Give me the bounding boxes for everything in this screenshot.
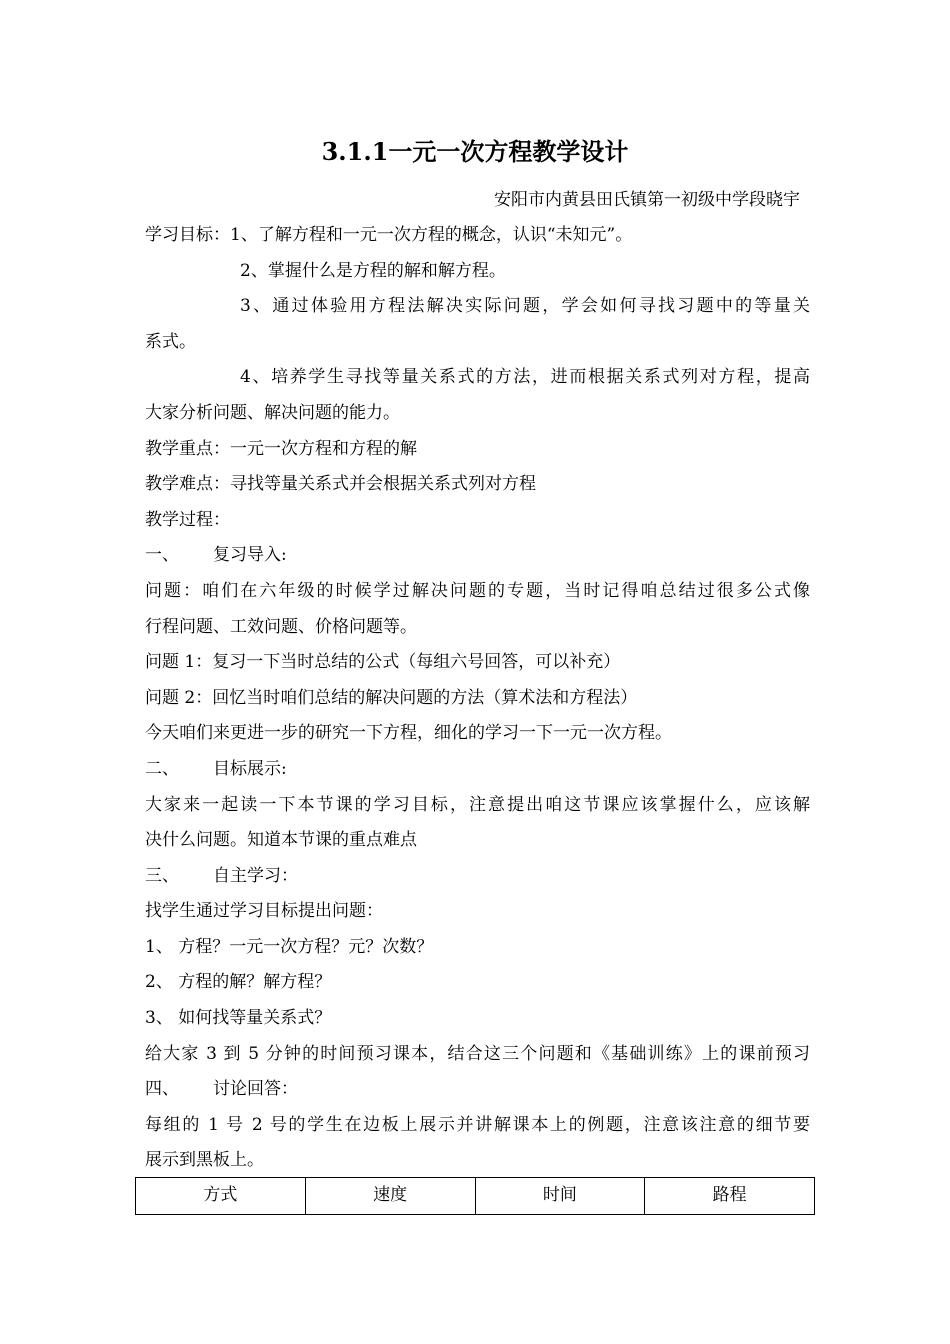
section-3-question-3: 3、 如何找等量关系式？ xyxy=(145,1008,332,1029)
goals-label: 学习目标： xyxy=(145,225,230,245)
section-2-paragraph-line-1: 大家来一起读一下本节课的学习目标，注意提出咱这节课应该掌握什么，应该解 xyxy=(145,794,810,815)
goal-item-2: 2、掌握什么是方程的解和解方程。 xyxy=(240,260,506,281)
section-1-number: 一、 xyxy=(145,545,179,566)
section-4-title: 讨论回答： xyxy=(213,1079,298,1100)
section-1-heading xyxy=(145,538,810,574)
goal-item-4-line-1: 4、培养学生寻找等量关系式的方法，进而根据关系式列对方程，提高 xyxy=(240,367,810,388)
table-header-cell: 时间 xyxy=(475,1178,645,1215)
document-title: 3.1.1一元一次方程教学设计 xyxy=(321,137,629,166)
author-line: 安阳市内黄县田氏镇第一初级中学段晓宇 xyxy=(494,190,800,210)
difficulty: 教学难点：寻找等量关系式并会根据关系式列对方程 xyxy=(145,474,536,495)
process-label: 教学过程： xyxy=(145,509,230,530)
key-point: 教学重点：一元一次方程和方程的解 xyxy=(145,438,417,459)
goals-line-1 xyxy=(145,218,810,254)
section-1-paragraph-line-1: 问题：咱们在六年级的时候学过解决问题的专题，当时记得咱总结过很多公式像 xyxy=(145,580,810,601)
section-3-paragraph: 给大家 3 到 5 分钟的时间预习课本，结合这三个问题和《基础训练》上的课前预习 xyxy=(145,1043,810,1064)
goal-item-4-line-2: 大家分析问题、解决问题的能力。 xyxy=(145,402,400,423)
section-3-question-2: 2、 方程的解？解方程？ xyxy=(145,972,332,993)
table-header-cell: 方式 xyxy=(136,1178,306,1215)
goal-item-3-line-2: 系式。 xyxy=(145,331,196,352)
section-3-heading xyxy=(145,859,810,895)
data-table xyxy=(135,1177,815,1215)
section-2-paragraph-line-2: 决什么问题。知道本节课的重点难点 xyxy=(145,830,417,851)
section-3-number: 三、 xyxy=(145,865,179,886)
section-2-title: 目标展示: xyxy=(213,758,287,779)
goal-item-1: 1、了解方程和一元一次方程的概念，认识“未知元”。 xyxy=(230,225,633,245)
section-1-paragraph-2: 今天咱们来更进一步的研究一下方程，细化的学习一下一元一次方程。 xyxy=(145,723,672,744)
document-body xyxy=(145,218,810,1179)
section-4-paragraph-line-2: 展示到黑板上。 xyxy=(145,1150,264,1171)
section-3-question-1: 1、 方程？一元一次方程？元？次数？ xyxy=(145,936,434,957)
section-4-number: 四、 xyxy=(145,1079,179,1100)
section-1-question-1: 问题 1：复习一下当时总结的公式（每组六号回答，可以补充） xyxy=(145,652,621,673)
section-2-heading xyxy=(145,752,810,788)
section-4-paragraph-line-1: 每组的 1 号 2 号的学生在边板上展示并讲解课本上的例题，注意该注意的细节要 xyxy=(145,1114,810,1135)
section-1-question-2: 问题 2：回忆当时咱们总结的解决问题的方法（算术法和方程法） xyxy=(145,687,638,708)
section-2-number: 二、 xyxy=(145,758,179,779)
section-3-title: 自主学习： xyxy=(213,865,298,886)
section-1-title: 复习导入: xyxy=(213,545,287,566)
table-header-cell: 速度 xyxy=(305,1178,475,1215)
section-3-intro: 找学生通过学习目标提出问题： xyxy=(145,901,383,922)
section-1-paragraph-line-2: 行程问题、工效问题、价格问题等。 xyxy=(145,616,417,637)
goal-item-3-line-1: 3、通过体验用方程法解决实际问题，学会如何寻找习题中的等量关 xyxy=(240,296,810,317)
table-header-cell: 路程 xyxy=(645,1178,815,1215)
table-header-row xyxy=(136,1178,815,1215)
section-4-heading xyxy=(145,1072,810,1108)
